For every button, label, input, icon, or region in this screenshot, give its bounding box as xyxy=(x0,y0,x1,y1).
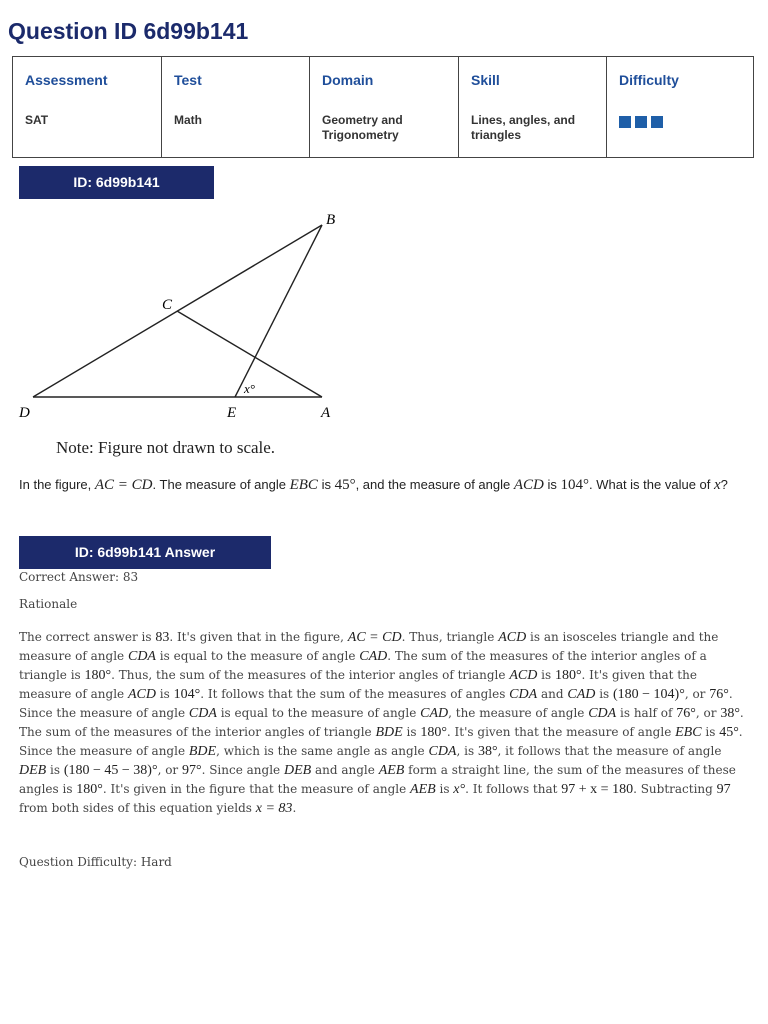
difficulty-bar-3 xyxy=(651,116,663,128)
label-E: E xyxy=(227,405,237,421)
rationale-label: Rationale xyxy=(19,597,78,611)
rationale-text-part: . The sum of the measures of the interior angles of triangle xyxy=(19,706,744,739)
math-expression: BDE xyxy=(375,725,403,740)
rationale-text-part: The correct answer is xyxy=(19,630,156,644)
math-expression: CAD xyxy=(567,687,596,702)
math-number: 38° xyxy=(720,706,740,721)
rationale-text-part: , is xyxy=(456,744,478,758)
rationale-text xyxy=(19,628,747,818)
math-expression: AEB xyxy=(410,782,436,797)
rationale-text-part: . xyxy=(292,801,297,815)
correct-answer: Correct Answer: 83 xyxy=(19,570,139,584)
triangle-figure xyxy=(10,205,350,435)
label-D: D xyxy=(19,405,30,421)
skill-value xyxy=(471,113,594,143)
rationale-text-part: is xyxy=(701,725,720,739)
question-meta-table xyxy=(12,56,754,158)
rationale-text-part: . The sum of the measures of the interior angles of a triangle is xyxy=(19,649,707,682)
figure-note: Note: Figure not drawn to scale. xyxy=(56,438,276,457)
test-cell xyxy=(162,57,310,158)
rationale-text-part: and xyxy=(537,687,568,701)
math-expression: CDA xyxy=(188,706,217,721)
rationale-text-part: , it follows that the measure of angle xyxy=(497,744,722,758)
rationale-text-part: . Since the measure of angle xyxy=(19,725,743,758)
difficulty-cell xyxy=(607,57,754,158)
page-title: Question ID 6d99b141 xyxy=(8,18,249,44)
assessment-cell xyxy=(13,57,162,158)
math-expression: AC = CD xyxy=(94,477,153,493)
rationale-text-part: from both sides of this equation yields xyxy=(19,801,256,815)
question-id-banner: ID: 6d99b141 xyxy=(19,166,214,199)
math-number: 97° xyxy=(181,763,202,778)
math-expression: DEB xyxy=(19,763,47,778)
rationale-text-part: is half of xyxy=(616,706,677,720)
rationale-text-part: is xyxy=(435,782,454,796)
skill-cell xyxy=(459,57,607,158)
math-expression: ACD xyxy=(127,687,156,702)
math-expression: AC = CD xyxy=(347,630,402,645)
math-expression: x° xyxy=(453,782,466,797)
math-number: 180° xyxy=(554,668,582,683)
test-header: Test xyxy=(174,72,202,88)
math-expression: EBC xyxy=(675,725,702,740)
question-difficulty: Question Difficulty: Hard xyxy=(19,855,172,869)
rationale-text-part: is an isosceles triangle and the measure of angle xyxy=(19,630,719,663)
assessment-header: Assessment xyxy=(25,72,108,88)
question-text-part: In the figure, xyxy=(19,477,95,492)
rationale-text-part: is xyxy=(402,725,421,739)
domain-header: Domain xyxy=(322,72,374,88)
math-expression: x = 83 xyxy=(255,801,293,816)
skill-line-2: triangles xyxy=(471,128,522,142)
question-text-part: is xyxy=(317,477,335,492)
rationale-text-part: . It's given that the measure of angle xyxy=(19,668,697,701)
rationale-text-part: . It follows that xyxy=(465,782,562,796)
difficulty-bar-1 xyxy=(619,116,631,128)
math-number: (180 − 104)° xyxy=(613,687,685,702)
question-text-part: , and the measure of angle xyxy=(355,477,514,492)
math-expression: DEB xyxy=(283,763,312,778)
question-text-part: . The measure of angle xyxy=(152,477,290,492)
rationale-text-part: . Since angle xyxy=(201,763,284,777)
rationale-text-part: is xyxy=(46,763,64,777)
rationale-text-part: , the measure of angle xyxy=(448,706,589,720)
rationale-text-part: . Thus, the sum of the measures of the interior angles of triangle xyxy=(111,668,510,682)
test-value: Math xyxy=(174,113,202,127)
rationale-text-part: is equal to the measure of angle xyxy=(216,706,421,720)
math-expression: ACD xyxy=(509,668,538,683)
math-expression: x xyxy=(714,477,721,493)
triangle-diagram xyxy=(10,205,350,430)
math-expression: ACD xyxy=(498,630,527,645)
rationale-text-part: is xyxy=(595,687,613,701)
difficulty-indicator xyxy=(619,116,741,128)
domain-cell xyxy=(310,57,459,158)
rationale-text-part: . Thus, triangle xyxy=(401,630,499,644)
label-C: C xyxy=(162,297,173,313)
rationale-text-part: . It's given that the measure of angle xyxy=(446,725,676,739)
rationale-text-part: . Since the measure of angle xyxy=(19,687,733,720)
rationale-text-part: . Subtracting xyxy=(633,782,717,796)
question-text-part: . What is the value of xyxy=(588,477,714,492)
math-number: 180° xyxy=(84,668,112,683)
math-number: 83 xyxy=(155,630,170,645)
rationale-text-part: , or xyxy=(684,687,710,701)
domain-line-1: Geometry and xyxy=(322,113,403,127)
rationale-text-part: is xyxy=(537,668,555,682)
math-number: 180° xyxy=(76,782,103,797)
rationale-text-part: , or xyxy=(695,706,721,720)
label-B: B xyxy=(326,212,336,228)
math-number: 97 + x = 180 xyxy=(561,782,634,797)
rationale-text-part: form a straight line, the sum of the measures of these angles is xyxy=(19,763,736,796)
math-expression: EBC xyxy=(289,477,318,493)
rationale-text-part: is xyxy=(155,687,174,701)
rationale-text-part: . It's given that in the figure, xyxy=(169,630,348,644)
skill-header: Skill xyxy=(471,72,500,88)
angle-x-label: x° xyxy=(244,381,255,396)
math-expression: CAD xyxy=(420,706,449,721)
domain-line-2: Trigonometry xyxy=(322,128,399,142)
math-number: 97 xyxy=(716,782,731,797)
math-number: 180° xyxy=(420,725,447,740)
math-expression: CAD xyxy=(359,649,388,664)
math-number: 76° xyxy=(709,687,729,702)
math-number: 45° xyxy=(334,477,356,493)
math-expression: AEB xyxy=(378,763,405,778)
domain-value xyxy=(322,113,446,143)
skill-line-1: Lines, angles, and xyxy=(471,113,576,127)
question-text xyxy=(19,475,749,495)
math-number: 45° xyxy=(719,725,739,740)
math-expression: BDE xyxy=(188,744,217,759)
rationale-text-part: is equal to the measure of angle xyxy=(155,649,360,663)
math-number: 104° xyxy=(173,687,201,702)
difficulty-header: Difficulty xyxy=(619,72,679,88)
rationale-text-part: and angle xyxy=(311,763,379,777)
math-number: 76° xyxy=(676,706,696,721)
math-expression: ACD xyxy=(513,477,544,493)
math-expression: CDA xyxy=(127,649,156,664)
rationale-text-part: . It follows that the sum of the measures of angles xyxy=(200,687,510,701)
math-expression: CDA xyxy=(588,706,617,721)
math-number: 38° xyxy=(477,744,498,759)
answer-id-banner: ID: 6d99b141 Answer xyxy=(19,536,271,569)
rationale-text-part: . It's given in the figure that the measure of angle xyxy=(102,782,411,796)
assessment-value: SAT xyxy=(25,113,49,127)
math-number: 104° xyxy=(560,477,589,493)
math-expression: CDA xyxy=(509,687,538,702)
rationale-text-part: , which is the same angle as angle xyxy=(216,744,429,758)
question-text-part: is xyxy=(543,477,561,492)
math-expression: CDA xyxy=(428,744,457,759)
math-number: (180 − 45 − 38)° xyxy=(63,763,158,778)
difficulty-bar-2 xyxy=(635,116,647,128)
question-text-part: ? xyxy=(720,477,728,492)
rationale-text-part: , or xyxy=(157,763,182,777)
label-A: A xyxy=(321,405,331,421)
